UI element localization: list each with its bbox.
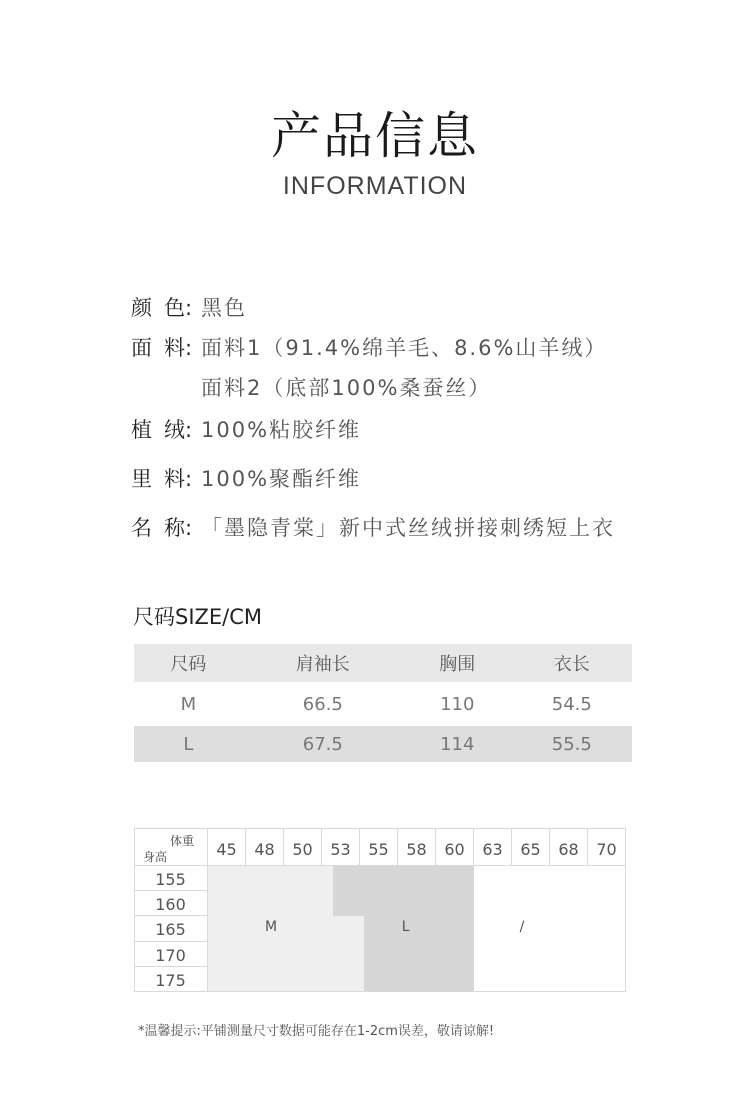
size-cell: 114 xyxy=(403,726,512,762)
size-header-cell: 衣长 xyxy=(512,644,632,682)
corner-height-label: 身高 xyxy=(143,850,168,864)
info-label: 名 称 xyxy=(131,516,185,540)
size-cell: M xyxy=(134,682,243,726)
size-table xyxy=(134,644,632,762)
info-row-color: 颜 色 : 黑色 xyxy=(131,288,731,328)
height-row-label: 165 xyxy=(134,916,208,941)
page-subtitle: INFORMATION xyxy=(282,172,468,200)
weight-header-cell: 50 xyxy=(284,828,322,866)
info-value: 「墨隐青棠」新中式丝绒拼接刺绣短上衣 xyxy=(201,516,615,540)
weight-header-cell: 45 xyxy=(208,828,246,866)
info-value: 黑色 xyxy=(201,296,247,320)
info-label: 颜 色 xyxy=(131,296,185,320)
height-row-label: 160 xyxy=(134,891,208,916)
weight-header-cell: 48 xyxy=(246,828,284,866)
size-header-cell: 胸围 xyxy=(403,644,512,682)
weight-header-cell: 63 xyxy=(474,828,512,866)
size-cell: 66.5 xyxy=(243,682,403,726)
corner-weight-label: 体重 xyxy=(170,834,195,848)
page-title: 产品信息 xyxy=(271,107,479,165)
weight-header-cell: 68 xyxy=(550,828,588,866)
size-zone-l-label: L xyxy=(401,919,410,935)
weight-header-cell: 55 xyxy=(360,828,398,866)
weight-header-cell: 58 xyxy=(398,828,436,866)
fit-chart xyxy=(134,828,628,1002)
info-row-name: 名 称 : 「墨隐青棠」新中式丝绒拼接刺绣短上衣 xyxy=(131,508,731,548)
weight-header-cell: 60 xyxy=(436,828,474,866)
table-row xyxy=(134,726,632,762)
info-label: 里 料 xyxy=(131,467,185,491)
table-row xyxy=(134,682,632,726)
size-cell: 54.5 xyxy=(512,682,632,726)
size-cell: 67.5 xyxy=(243,726,403,762)
info-label: 面 料 xyxy=(131,336,185,360)
size-zone-none-label: / xyxy=(519,919,525,935)
weight-header-cell: 53 xyxy=(322,828,360,866)
measurement-note: *温馨提示:平铺测量尺寸数据可能存在1-2cm误差，敬请谅解! xyxy=(138,1024,495,1039)
size-cell: 55.5 xyxy=(512,726,632,762)
product-info xyxy=(131,288,731,548)
height-row-label: 175 xyxy=(134,967,208,992)
info-value: 100%聚酯纤维 xyxy=(201,467,362,491)
weight-header-cell: 65 xyxy=(512,828,550,866)
info-label: 植 绒 xyxy=(131,418,185,442)
size-table-header xyxy=(134,644,632,682)
info-row-fabric: 面 料 : 面料1（91.4%绵羊毛、8.6%山羊绒） 面料2（底部100%桑蚕丝） xyxy=(131,328,731,408)
size-cell: L xyxy=(134,726,243,762)
size-cell: 110 xyxy=(403,682,512,726)
size-header-cell: 肩袖长 xyxy=(243,644,403,682)
info-row-lining: 里 料 : 100%聚酯纤维 xyxy=(131,459,731,499)
size-section-title: 尺码SIZE/CM xyxy=(133,605,263,629)
info-value: 面料1（91.4%绵羊毛、8.6%山羊绒） 面料2（底部100%桑蚕丝） xyxy=(201,336,608,400)
height-row-label: 170 xyxy=(134,942,208,967)
height-row-label: 155 xyxy=(134,866,208,891)
info-row-pile: 植 绒 : 100%粘胶纤维 xyxy=(131,410,731,450)
size-zone-m-label: M xyxy=(265,919,278,935)
weight-header-cell: 70 xyxy=(588,828,626,866)
size-header-cell: 尺码 xyxy=(134,644,243,682)
info-value: 100%粘胶纤维 xyxy=(201,418,362,442)
